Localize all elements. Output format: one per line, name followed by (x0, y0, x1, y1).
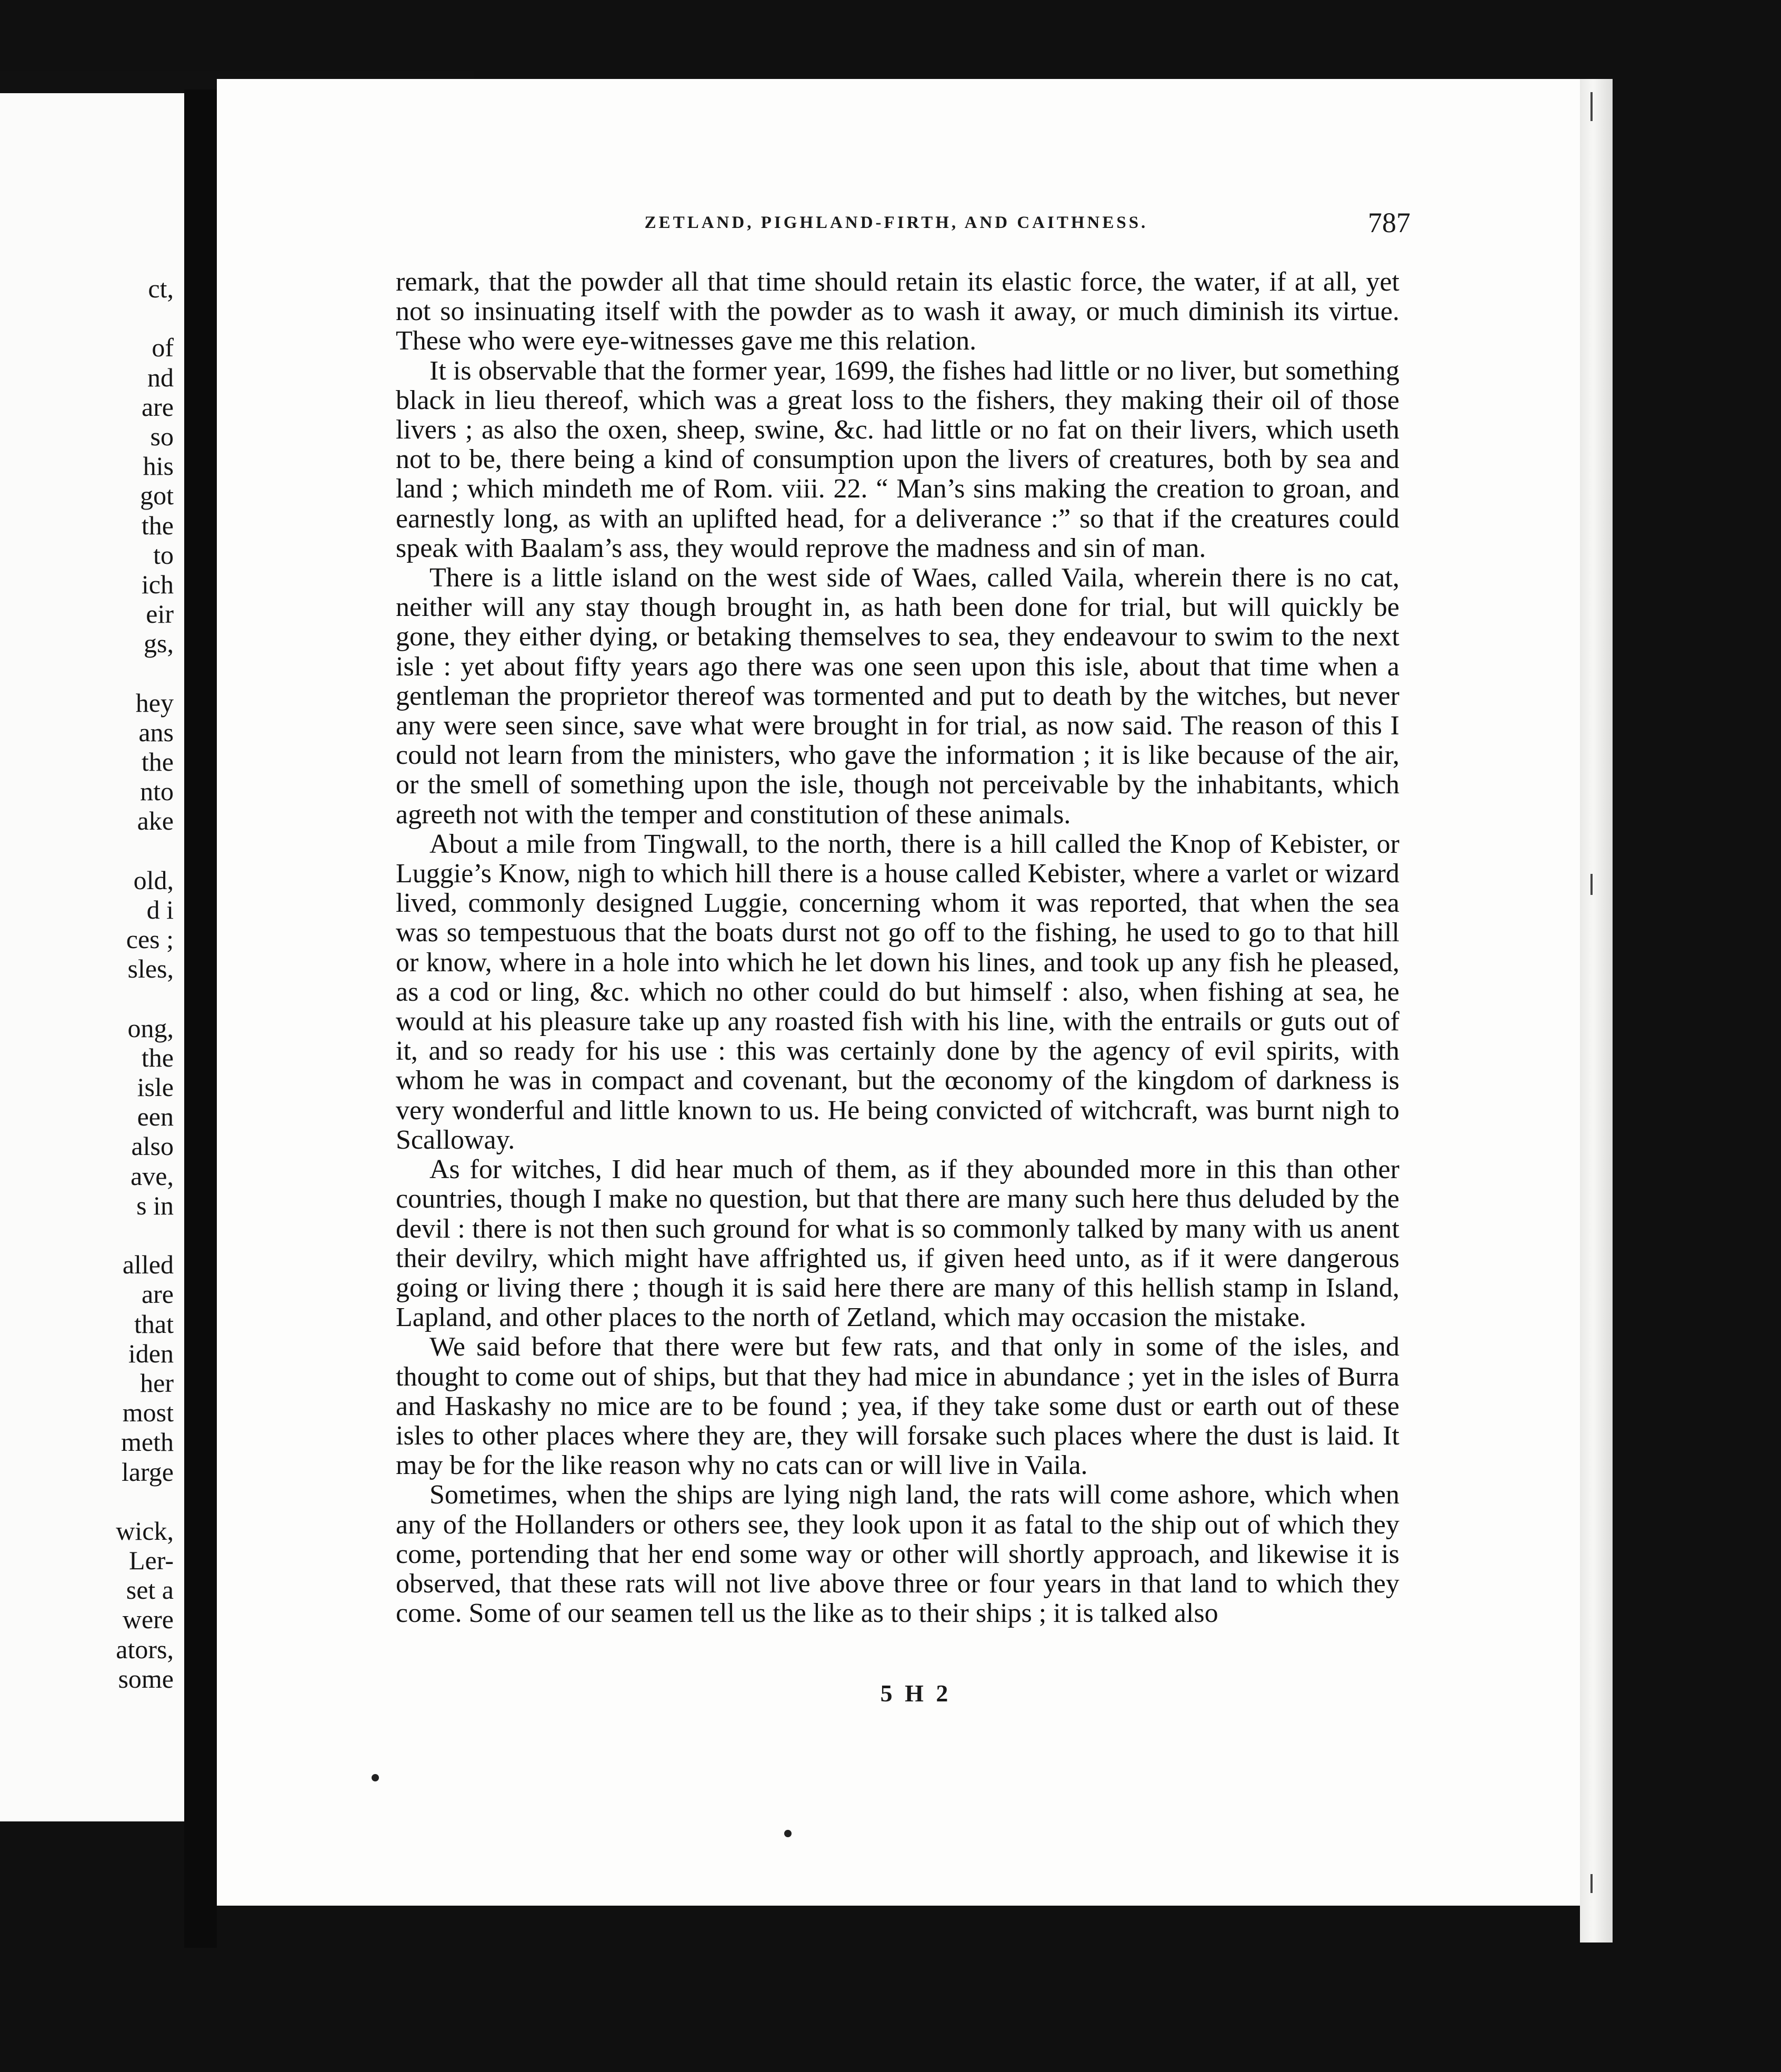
left-page-text-fragments (0, 274, 174, 1694)
left-fragment-line: his (143, 451, 174, 481)
left-fragment-line: Ler- (128, 1546, 174, 1576)
paragraph: We said before that there were but few rats, and that only in some of the isles, and thought to come out of ships, but that they had mice in abundance ; yet in the isles of Burra and Haskashy no mice are to be found ; yea, if they take some dust or earth out of these isles to other places where they are, they will forsake such places where the dust is laid. It may be for the like reason why no cats can or will live in Vaila. (396, 1332, 1399, 1481)
left-fragment-line: alled (122, 1250, 174, 1280)
left-fragment-line: gs, (144, 629, 174, 659)
left-fragment-line: also (131, 1131, 174, 1161)
left-fragment-line (0, 836, 174, 865)
left-fragment-line: nd (147, 362, 174, 392)
page-number: 787 (1368, 207, 1410, 238)
left-fragment-line: sles, (127, 954, 174, 984)
body-text (396, 267, 1399, 1628)
left-fragment-line: wick, (116, 1516, 174, 1546)
left-fragment-line: isle (137, 1072, 174, 1102)
left-fragment-line: eir (146, 599, 174, 629)
left-fragment-line (0, 1220, 174, 1250)
left-fragment-line: ct, (148, 274, 174, 303)
left-fragment-line: her (140, 1368, 174, 1398)
left-fragment-line: to (153, 540, 174, 570)
paragraph: There is a little island on the west side of Waes, called Vaila, wherein there is no cat, neither will any stay though brought in, as hath been done for trial, but will quickly be gone, they either dying, or betaking themselves to sea, they endeavour to swim to the next isle : yet about fifty years ago there was one seen upon this isle, about that time when a gentleman the proprietor thereof was tormented and put to death by the witches, but never any were seen since, save what were brought in for trial, as now said. The reason of this I could not learn from the ministers, who gave the information ; it is like because of the air, or the smell of something upon the isle, though not perceivable by the inhabitants, which agreeth not with the temper and constitution of these animals. (396, 563, 1399, 830)
left-fragment-line (0, 303, 174, 333)
left-fragment-line: were (122, 1605, 174, 1635)
paragraph: As for witches, I did hear much of them, as if they abounded more in this than other countries, though I make no question, but that there are many such here thus deluded by the devil : there is not then such ground for what is so commonly talked by many with us anent their devilry, which might have affrighted us, if given heed unto, as if it were dangerous going or living there ; though it is said here there are many of this hellish stamp in Island, Lapland, and other places to the north of Zetland, which may occasion the mistake. (396, 1154, 1399, 1333)
left-fragment-line: that (134, 1309, 174, 1339)
left-fragment-line: are (141, 392, 174, 422)
paragraph: It is observable that the former year, 1699, the fishes had little or no liver, but something black in lieu thereof, which was a great loss to the fishers, they making their oil of those livers ; as also the oxen, sheep, swine, &c. had little or no fat on their livers, which useth not to be, there being a kind of consumption upon the livers of creatures, both by sea and land ; which mindeth me of Rom. viii. 22. “ Man’s sins making the creation to groan, and earnestly long, as with an uplifted head, for a deliverance :” so that if the creatures could speak with Baalam’s ass, they would reprove the madness and sin of man. (396, 355, 1399, 563)
left-fragment-line: iden (128, 1338, 174, 1368)
edge-mark (1590, 1874, 1593, 1893)
left-fragment-line: got (140, 481, 174, 511)
running-header: ZETLAND, PIGHLAND-FIRTH, AND CAITHNESS. (644, 213, 1148, 232)
left-fragment-line: ong, (127, 1013, 174, 1043)
left-fragment-line: of (152, 333, 174, 363)
left-fragment-line: the (141, 1042, 174, 1072)
paragraph: remark, that the powder all that time should retain its elastic force, the water, if at all, yet not so insinuating itself with the powder as to wash it away, or much diminish its virtue. These who were eye-witnesses gave me this relation. (396, 267, 1399, 356)
edge-mark (1590, 874, 1593, 895)
left-fragment-line: hey (135, 688, 174, 718)
left-fragment-line: s in (136, 1190, 174, 1220)
left-fragment-line: d i (146, 894, 174, 924)
edge-mark (1590, 92, 1593, 121)
paragraph: Sometimes, when the ships are lying nigh land, the rats will come ashore, which when any of the Hollanders or others see, they look upon it as fatal to the ship out of which they come, portending that her end some way or other will shortly approach, and likewise it is observed, that these rats will not live above three or four years in that land to which they come. Some of our seamen tell us the like as to their ships ; it is talked also (396, 1480, 1399, 1629)
left-fragment-line (0, 984, 174, 1013)
ink-speck (372, 1774, 379, 1781)
left-fragment-line: ans (138, 717, 174, 747)
left-fragment-line: old, (133, 865, 174, 895)
left-fragment-line: ich (141, 569, 174, 599)
right-page-edge (1580, 79, 1613, 1942)
left-fragment-line: ake (137, 806, 174, 836)
left-fragment-line: ces ; (126, 924, 174, 954)
gutter-rule (184, 89, 217, 1948)
left-fragment-line: set a (126, 1575, 174, 1605)
left-fragment-line: ave, (131, 1161, 174, 1191)
left-fragment-line: een (137, 1102, 174, 1132)
left-fragment-line (0, 658, 174, 688)
left-fragment-line: the (141, 510, 174, 540)
ink-speck (784, 1830, 792, 1837)
paragraph: About a mile from Tingwall, to the north, there is a hill called the Knop of Kebister, or Luggie’s Know, nigh to which hill there is a house called Kebister, where a varlet or wizard lived, commonly designed Luggie, concerning whom it was reported, that when the sea was so tempestuous that the boats durst not go off to the fishing, he used to go to that hill or know, where in a hole into which he let down his lines, and took up any fish he pleased, as a cod or ling, &c. which no other could do but himself : also, when fishing at sea, he would at his pleasure take up any roasted fish with his line, with the entrails or guts out of it, and so ready for his use : this was certainly done by the agency of evil spirits, with whom he was in compact and covenant, but the œconomy of the kingdom of darkness is very wonderful and little known to us. He being convicted of witchcraft, was burnt nigh to Scalloway. (396, 829, 1399, 1155)
left-fragment-line: the (141, 747, 174, 776)
left-fragment-line: some (118, 1663, 174, 1694)
left-fragment-line: are (141, 1279, 174, 1309)
left-fragment-line: so (150, 421, 174, 451)
left-fragment-line: ators, (116, 1634, 174, 1664)
left-fragment-line: large (121, 1457, 174, 1487)
left-fragment-line (0, 1487, 174, 1516)
signature-mark: 5 H 2 (880, 1680, 952, 1707)
left-fragment-line: nto (140, 776, 174, 806)
left-fragment-line: meth (121, 1427, 174, 1457)
left-fragment-line: most (122, 1398, 174, 1428)
